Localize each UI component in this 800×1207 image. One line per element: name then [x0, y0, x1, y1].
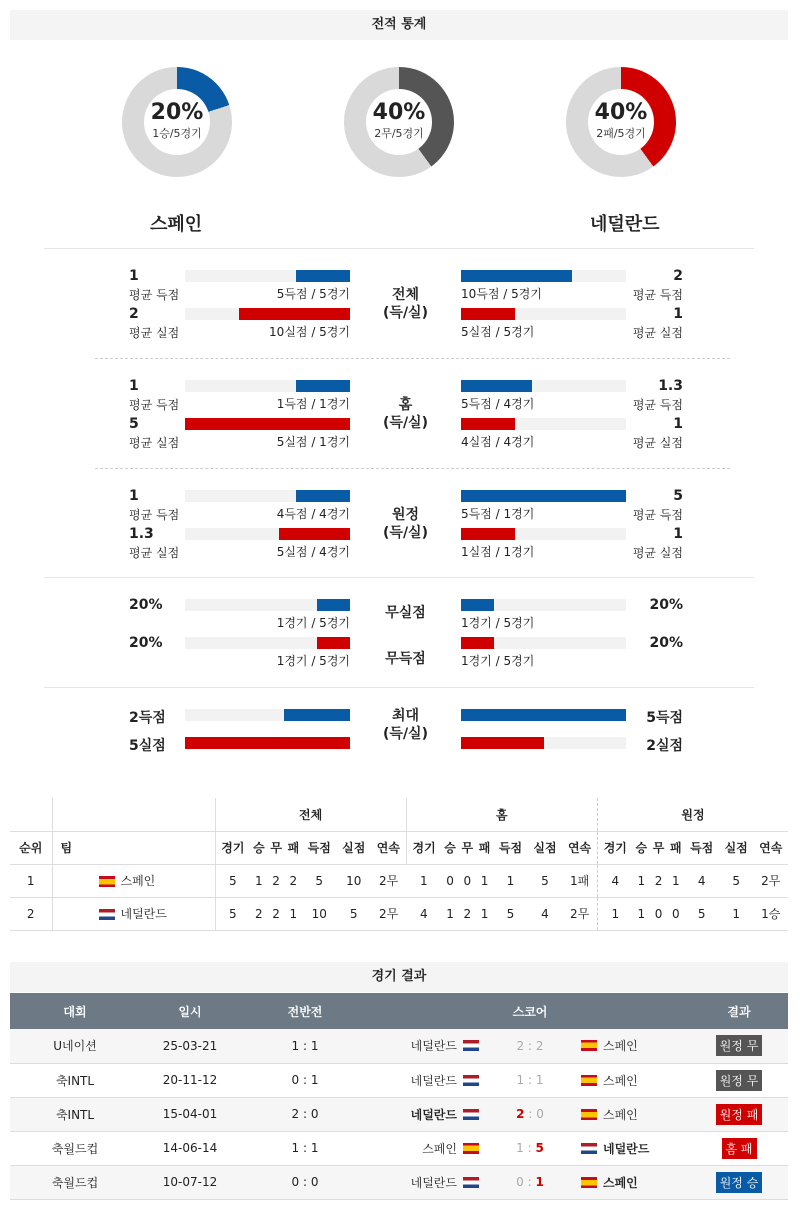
donut-chart [566, 67, 676, 177]
away-bar [461, 637, 626, 649]
group-header: 원정 [597, 798, 788, 831]
result-cell [690, 1165, 788, 1199]
stat-cell: 1 [719, 897, 754, 930]
results-header: 대회 [10, 993, 140, 1029]
result-cell [690, 1131, 788, 1165]
stat-cell: 1 [667, 864, 684, 897]
away-label: 평균 득점 [632, 508, 683, 522]
donut-subtext: 1승/5경기 [152, 127, 202, 140]
away-bar [461, 380, 626, 392]
home-bar [185, 599, 350, 611]
team-header: 팀 [52, 831, 215, 864]
netherlands-flag-icon [463, 1075, 479, 1086]
group-header: 홈 [406, 798, 597, 831]
stat-cell: 1 [597, 897, 632, 930]
away-value: 5 [673, 488, 683, 504]
match-date: 10-07-12 [140, 1165, 240, 1199]
rank-header: 순위 [10, 831, 52, 864]
away-bar [461, 599, 626, 611]
column-header: 연속 [371, 831, 406, 864]
stat-cell: 1 [476, 897, 493, 930]
stat-category [350, 286, 461, 322]
home-bar-label: 10실점 / 5경기 [269, 325, 350, 339]
half-time-score: 1 : 1 [240, 1131, 370, 1165]
away-bar [461, 737, 626, 749]
stat-category: 무실점 [385, 605, 426, 621]
match-date: 25-03-21 [140, 1029, 240, 1063]
score-colon: : [523, 1141, 536, 1155]
score-cell [370, 1097, 690, 1131]
home-bar [185, 490, 350, 502]
away-value: 1 [673, 526, 683, 542]
stat-cell: 4 [528, 897, 563, 930]
away-bar-fill [461, 270, 572, 282]
home-label: 평균 실점 [129, 436, 180, 450]
home-bar [185, 270, 350, 282]
category-name: 최대 [391, 708, 420, 724]
match-row [10, 1029, 788, 1063]
stat-cell: 5 [719, 864, 754, 897]
results-table [10, 993, 788, 1200]
score-wrap [370, 1106, 690, 1123]
donut-center [144, 89, 210, 155]
home-value: 1 [129, 378, 139, 394]
donut-center [366, 89, 432, 155]
column-header: 연속 [562, 831, 597, 864]
stat-cell: 1 [441, 897, 458, 930]
home-value: 20% [129, 635, 163, 651]
result-badge: 원정 승 [716, 1172, 763, 1193]
score-cell [370, 1131, 690, 1165]
results-header: 결과 [690, 993, 788, 1029]
home-team-name: 스페인 [150, 214, 203, 235]
stat-cell: 2무 [371, 897, 406, 930]
column-header-row [10, 831, 788, 864]
away-bar-label: 4실점 / 4경기 [461, 435, 535, 449]
home-bar [185, 380, 350, 392]
empty-cell [52, 798, 215, 831]
away-bar [461, 270, 626, 282]
donut-center [588, 89, 654, 155]
home-score: 0 [516, 1175, 524, 1189]
category-sub: (득/실) [383, 726, 428, 742]
stat-cell: 2무 [753, 864, 788, 897]
competition: 축월드컵 [10, 1131, 140, 1165]
away-bar-fill [461, 380, 532, 392]
stat-cell: 2 [267, 897, 284, 930]
team-name: 스페인 [120, 874, 156, 888]
home-value: 1 [129, 268, 139, 284]
away-bar-fill [461, 637, 494, 649]
divider [44, 687, 754, 688]
score [485, 1107, 575, 1121]
home-value: 5실점 [129, 738, 166, 754]
donut-subtext: 2패/5경기 [596, 127, 646, 140]
rank: 2 [10, 897, 52, 930]
half-time-score: 0 : 0 [240, 1165, 370, 1199]
stat-cell: 2 [650, 864, 667, 897]
home-bar [185, 308, 350, 320]
column-header: 패 [285, 831, 302, 864]
away-bar-label: 1경기 / 5경기 [461, 654, 535, 668]
divider [95, 468, 730, 469]
score-colon: : [524, 1038, 536, 1053]
stat-cell: 1 [633, 864, 650, 897]
column-header: 승 [250, 831, 267, 864]
spain-flag-icon [99, 876, 115, 887]
category-sub: (득/실) [383, 305, 428, 321]
away-bar [461, 418, 626, 430]
stat-cell: 2 [459, 897, 476, 930]
results-header: 스코어 [370, 993, 690, 1029]
home-bar-fill [296, 490, 350, 502]
home-team: 네덜란드 [410, 1175, 457, 1190]
score-colon: : [523, 1175, 536, 1189]
stat-cell: 5 [215, 864, 250, 897]
stat-row [0, 597, 800, 635]
away-bar-label: 5실점 / 5경기 [461, 325, 535, 339]
match-date: 20-11-12 [140, 1063, 240, 1097]
stat-cell: 5 [684, 897, 719, 930]
home-label: 평균 득점 [129, 288, 180, 302]
stat-cell: 1 [250, 864, 267, 897]
home-bar [185, 637, 350, 649]
donut-subtext: 2무/5경기 [374, 127, 424, 140]
stat-cell: 4 [406, 897, 441, 930]
stat-cell: 1 [633, 897, 650, 930]
home-team: 네덜란드 [410, 1107, 457, 1122]
away-bar [461, 709, 626, 721]
home-label: 평균 실점 [129, 546, 180, 560]
half-time-score: 2 : 0 [240, 1097, 370, 1131]
divider [44, 577, 754, 578]
category-name: 홈 [398, 397, 413, 413]
home-bar-fill [239, 308, 350, 320]
category-sub: (득/실) [383, 415, 428, 431]
stat-cell: 5 [493, 897, 528, 930]
column-header: 무 [650, 831, 667, 864]
home-bar [185, 418, 350, 430]
home-bar-fill [296, 380, 350, 392]
away-value: 1 [673, 306, 683, 322]
home-team: 스페인 [422, 1141, 457, 1156]
away-bar-fill [461, 490, 626, 502]
away-value: 5득점 [646, 710, 683, 726]
donut-percent: 20% [150, 100, 204, 125]
stat-cell: 4 [684, 864, 719, 897]
divider [95, 358, 730, 359]
results-header: 전반전 [240, 993, 370, 1029]
column-header: 승 [633, 831, 650, 864]
home-score: 1 [516, 1141, 524, 1155]
score-cell [370, 1029, 690, 1063]
stat-cell: 5 [215, 897, 250, 930]
stat-cell: 5 [528, 864, 563, 897]
away-bar [461, 308, 626, 320]
home-bar-fill [185, 737, 350, 749]
column-header: 연속 [753, 831, 788, 864]
score [485, 1039, 575, 1053]
away-label: 평균 실점 [632, 436, 683, 450]
match-date: 15-04-01 [140, 1097, 240, 1131]
stat-cell: 10 [336, 864, 371, 897]
team-name: 네덜란드 [120, 907, 167, 921]
home-bar-fill [185, 418, 350, 430]
donut-chart [122, 67, 232, 177]
score-wrap [370, 1140, 690, 1157]
column-header: 경기 [215, 831, 250, 864]
home-bar-label: 4득점 / 4경기 [276, 507, 350, 521]
category-sub: (득/실) [383, 525, 428, 541]
score-wrap [370, 1072, 690, 1089]
stat-cell: 1패 [562, 864, 597, 897]
donut-chart [344, 67, 454, 177]
home-bar [185, 737, 350, 749]
donut-percent: 40% [372, 100, 426, 125]
competition: 축INTL [10, 1097, 140, 1131]
home-bar-label: 5득점 / 5경기 [276, 287, 350, 301]
record-title: 전적 통계 [10, 10, 788, 40]
match-row [10, 1165, 788, 1199]
spain-flag-icon [581, 1109, 597, 1120]
group-header: 전체 [215, 798, 406, 831]
stat-row [0, 635, 800, 673]
category-name: 원정 [391, 507, 420, 523]
stat-cell: 1승 [753, 897, 788, 930]
home-value: 1.3 [129, 526, 154, 542]
match-row [10, 1097, 788, 1131]
result-badge: 홈 패 [722, 1138, 757, 1159]
home-bar-label: 1경기 / 5경기 [276, 654, 350, 668]
results-header-row [10, 993, 788, 1029]
away-bar-label: 5득점 / 1경기 [461, 507, 535, 521]
away-label: 평균 실점 [632, 546, 683, 560]
stat-cell: 2 [285, 864, 302, 897]
column-header: 무 [267, 831, 284, 864]
column-header: 득점 [302, 831, 337, 864]
column-header: 득점 [493, 831, 528, 864]
away-bar-fill [461, 709, 626, 721]
result-badge: 원정 무 [716, 1035, 763, 1056]
column-header: 경기 [597, 831, 632, 864]
stat-cell: 2 [250, 897, 267, 930]
match-row [10, 1063, 788, 1097]
away-team: 스페인 [603, 1039, 638, 1054]
stat-cell: 1 [285, 897, 302, 930]
stat-category [350, 396, 461, 432]
home-bar [185, 528, 350, 540]
home-bar-label: 1득점 / 1경기 [276, 397, 350, 411]
netherlands-flag-icon [463, 1177, 479, 1188]
away-team: 스페인 [603, 1073, 638, 1088]
half-time-score: 0 : 1 [240, 1063, 370, 1097]
spain-flag-icon [581, 1040, 597, 1051]
home-team: 네덜란드 [410, 1039, 457, 1054]
home-bar-fill [284, 709, 350, 721]
competition: 축월드컵 [10, 1165, 140, 1199]
home-team: 네덜란드 [410, 1073, 457, 1088]
competition: U네이션 [10, 1029, 140, 1063]
column-header: 실점 [528, 831, 563, 864]
away-bar-label: 1경기 / 5경기 [461, 616, 535, 630]
stat-cell: 0 [441, 864, 458, 897]
result-cell [690, 1097, 788, 1131]
score-colon: : [524, 1073, 536, 1087]
away-bar-label: 5득점 / 4경기 [461, 397, 535, 411]
rank: 1 [10, 864, 52, 897]
stat-cell: 5 [302, 864, 337, 897]
away-score: 0 [536, 1107, 544, 1121]
home-bar-fill [296, 270, 350, 282]
result-badge: 원정 무 [716, 1070, 763, 1091]
match-date: 14-06-14 [140, 1131, 240, 1165]
away-bar-label: 10득점 / 5경기 [461, 287, 542, 301]
score-wrap [370, 1037, 690, 1054]
home-value: 2 [129, 306, 139, 322]
score [485, 1141, 575, 1155]
home-score: 2 [516, 1038, 525, 1053]
score [485, 1175, 575, 1189]
away-team: 스페인 [603, 1175, 638, 1190]
stat-cell: 0 [667, 897, 684, 930]
stat-category [350, 707, 461, 743]
column-header: 경기 [406, 831, 441, 864]
home-bar-label: 5실점 / 4경기 [276, 545, 350, 559]
away-bar-fill [461, 308, 515, 320]
home-bar-fill [317, 599, 350, 611]
home-label: 평균 득점 [129, 398, 180, 412]
stat-cell: 0 [650, 897, 667, 930]
stat-cell: 4 [597, 864, 632, 897]
stat-cell: 1 [406, 864, 441, 897]
donut-percent: 40% [594, 100, 648, 125]
score-cell [370, 1165, 690, 1199]
column-header: 실점 [336, 831, 371, 864]
away-label: 평균 득점 [632, 398, 683, 412]
competition: 축INTL [10, 1063, 140, 1097]
stat-category: 무득점 [385, 651, 426, 667]
away-value: 2실점 [646, 738, 683, 754]
away-value: 20% [649, 635, 683, 651]
away-score: 1 [535, 1073, 544, 1087]
away-value: 1 [673, 416, 683, 432]
score-colon: : [524, 1107, 537, 1121]
result-cell [690, 1029, 788, 1063]
home-bar-label: 1경기 / 5경기 [276, 616, 350, 630]
group-header-row [10, 798, 788, 831]
stat-cell: 2무 [562, 897, 597, 930]
home-label: 평균 득점 [129, 508, 180, 522]
column-header: 무 [459, 831, 476, 864]
away-bar-fill [461, 528, 515, 540]
home-label: 평균 실점 [129, 326, 180, 340]
away-team-name: 네덜란드 [590, 214, 660, 235]
score [485, 1073, 575, 1087]
team-cell [52, 864, 215, 897]
results-header: 일시 [140, 993, 240, 1029]
away-score: 1 [535, 1175, 544, 1189]
score-cell [370, 1063, 690, 1097]
netherlands-flag-icon [99, 909, 115, 920]
away-value: 1.3 [658, 378, 683, 394]
netherlands-flag-icon [463, 1109, 479, 1120]
result-badge: 원정 패 [716, 1104, 763, 1125]
spain-flag-icon [581, 1177, 597, 1188]
stat-cell: 5 [336, 897, 371, 930]
away-bar [461, 490, 626, 502]
away-bar-fill [461, 418, 515, 430]
team-cell [52, 897, 215, 930]
stat-cell: 2 [267, 864, 284, 897]
stat-cell: 10 [302, 897, 337, 930]
table-row [10, 897, 788, 930]
column-header: 실점 [719, 831, 754, 864]
result-cell [690, 1063, 788, 1097]
spain-flag-icon [463, 1143, 479, 1154]
away-value: 20% [649, 597, 683, 613]
away-score: 5 [535, 1141, 544, 1155]
stat-cell: 0 [459, 864, 476, 897]
category-name: 전체 [391, 287, 420, 303]
column-header: 패 [667, 831, 684, 864]
stat-cell: 1 [493, 864, 528, 897]
half-time-score: 1 : 1 [240, 1029, 370, 1063]
away-score: 2 [535, 1038, 544, 1053]
away-label: 평균 득점 [632, 288, 683, 302]
home-bar-label: 5실점 / 1경기 [276, 435, 350, 449]
home-score: 2 [516, 1107, 525, 1121]
netherlands-flag-icon [581, 1143, 597, 1154]
home-bar [185, 709, 350, 721]
away-value: 2 [673, 268, 683, 284]
away-bar-label: 1실점 / 1경기 [461, 545, 535, 559]
netherlands-flag-icon [463, 1040, 479, 1051]
empty-cell [10, 798, 52, 831]
home-value: 5 [129, 416, 139, 432]
spain-flag-icon [581, 1075, 597, 1086]
stat-category [350, 506, 461, 542]
away-label: 평균 실점 [632, 326, 683, 340]
stat-cell: 2무 [371, 864, 406, 897]
score-wrap [370, 1174, 690, 1191]
away-bar-fill [461, 599, 494, 611]
column-header: 득점 [684, 831, 719, 864]
away-bar [461, 528, 626, 540]
home-value: 1 [129, 488, 139, 504]
away-team: 스페인 [603, 1107, 638, 1122]
home-value: 20% [129, 597, 163, 613]
standings-table [10, 798, 788, 931]
column-header: 패 [476, 831, 493, 864]
home-value: 2득점 [129, 710, 166, 726]
table-row [10, 864, 788, 897]
divider [44, 248, 754, 249]
column-header: 승 [441, 831, 458, 864]
home-score: 1 [516, 1073, 525, 1087]
away-bar-fill [461, 737, 544, 749]
match-row [10, 1131, 788, 1165]
results-title: 경기 결과 [10, 962, 788, 992]
stat-cell: 1 [476, 864, 493, 897]
home-bar-fill [317, 637, 350, 649]
away-team: 네덜란드 [603, 1141, 650, 1156]
home-bar-fill [279, 528, 350, 540]
